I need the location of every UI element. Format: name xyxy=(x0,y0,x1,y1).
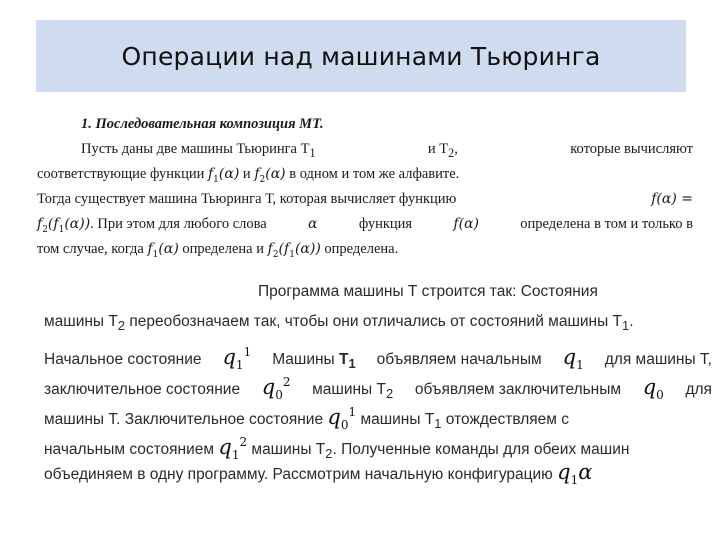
paragraph-line: заключительное состояние $q_0^2$ машины $Т_2$ объявляем заключительным $q_0$ для xyxy=(44,367,712,397)
paragraph-line: Программа машины Т строится так: Состояния xyxy=(258,283,598,300)
formula-f1: $f_1(\alpha)$ xyxy=(207,166,240,185)
paragraph-line: Начальное состояние $q_1^1$ Машины $T_1$ объявляем начальным $q_1$ для машины Т, xyxy=(44,337,712,367)
text: которые вычисляют xyxy=(570,141,693,157)
config-q1-alpha: $q_1\alpha$ xyxy=(557,460,593,488)
paragraph-line: объединяем в одну программу. Рассмотрим начальную конфигурацию $q_1\alpha$ xyxy=(44,460,593,488)
section-heading: 1. Последовательная композиция МТ. xyxy=(81,116,324,132)
paragraph-line: машины $Т_2$ переобозначаем так, чтобы они отличались от состояний машины $Т_1$. xyxy=(44,313,634,334)
paragraph-line: $f_2(f_1(\alpha))$. При этом для любого слова α функция f(α) определена в том и только в xyxy=(37,212,693,237)
program-text xyxy=(44,277,712,487)
formula-f2: $f_2(\alpha)$ xyxy=(254,166,286,185)
formula-f-alpha: f(α) xyxy=(453,216,479,232)
state-q1-2: $q_1^2$ xyxy=(218,435,248,463)
text: машины $Т_2$ xyxy=(312,381,394,402)
text: Пусть даны две машины Тьюринга $Т_1$ xyxy=(81,141,316,160)
state-q1: $q_1$ xyxy=(562,345,584,373)
paragraph-line: том случае, когда $f_1(\alpha)$ определена и $f_2(f_1(\alpha))$ определена. xyxy=(37,241,399,260)
composition-text xyxy=(37,112,693,262)
paragraph-line: начальным состоянием $q_1^2$ машины $Т_2$. Полученные команды для обеих машин xyxy=(44,435,630,463)
slide-title: Операции над машинами Тьюринга xyxy=(121,41,601,71)
paragraph-line: Тогда существует машина Тьюринга Т, которая вычисляет функцию f(α) = xyxy=(37,187,693,212)
paragraph-line: машины Т. Заключительное состояние $q_0^1$ машины $Т_1$ отождествляем с xyxy=(44,405,569,433)
title-band xyxy=(36,20,686,92)
text: $f_2(f_1(\alpha))$. При этом для любого слова xyxy=(37,216,267,235)
paragraph-line: соответствующие функции $f_1(\alpha)$ и $f_2(\alpha)$ в одном и том же алфавите. xyxy=(37,166,460,185)
formula-f2-f1: $f_2(f_1(\alpha))$ xyxy=(267,241,321,260)
text: Машины $T_1$ xyxy=(272,351,356,372)
formula-f: f(α) = xyxy=(651,191,693,207)
text: и $Т_2$, xyxy=(427,141,458,160)
state-q0-1: $q_0^1$ xyxy=(327,405,357,433)
formula-f1: $f_1(\alpha)$ xyxy=(147,241,179,260)
state-q0: $q_0$ xyxy=(642,375,664,403)
state-q0-2: $q_0^2$ xyxy=(261,375,291,403)
paragraph-line xyxy=(37,137,693,162)
state-q1-1: $q_1^1$ xyxy=(222,345,252,373)
formula-alpha: α xyxy=(308,216,318,232)
